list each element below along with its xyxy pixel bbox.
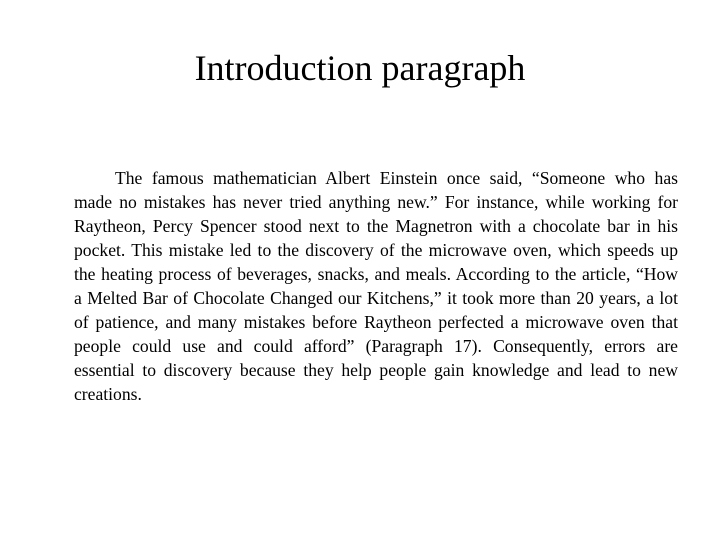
slide-title: Introduction paragraph xyxy=(194,48,526,88)
introduction-paragraph: The famous mathematician Albert Einstein once said, “Someone who has made no mistakes has never tried anything new.” For instance, while working for Raytheon, Percy Spencer stood next to the Magnetron with a chocolate bar in his pocket. This mistake led to the discovery of the microwave oven, which speeds up the heating process of beverages, snacks, and meals. According to the article, “How a Melted Bar of Chocolate Changed our Kitchens,” it took more than 20 years, a lot of patience, and many mistakes before Raytheon perfected a microwave oven that people could use and could afford” (Paragraph 17). Consequently, errors are essential to discovery because they help people gain knowledge and lead to new creations. xyxy=(74,168,678,404)
